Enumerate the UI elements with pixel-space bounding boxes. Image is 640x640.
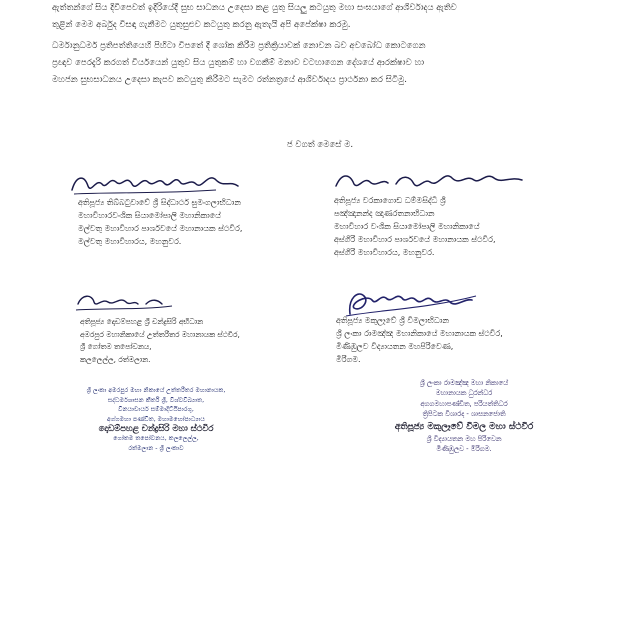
stamp-line: ත්‍රිපිටක විශාරද - ශාසනජොති: [422, 410, 506, 419]
closing-line: ජ වගත් මෙසේ ම.: [286, 140, 354, 150]
signature-bottom-left: [72, 290, 182, 314]
signature-top-right: [330, 166, 530, 194]
body-line: ධර්මානුධර්ම ප්‍රතිපත්තියෙහි පිහිටා විපතේ දී ශෝක කිරීම ප්‍රතික්‍රියාවක් නොවන බව අවබෝධ කොටගෙන: [52, 41, 426, 51]
signatory-line: මල්වතු මහාවිහාර පාර්ශවයේ මහානායක ස්ථවිර,: [78, 224, 243, 233]
stamp-line: ගෝතම තපෝවනය, කලලෙල්ල,: [113, 434, 199, 442]
body-paragraph-2: [52, 38, 588, 89]
signatory-line: අමරපුර මහානිකායේ උත්තරීතර මහානායක ස්ථවිර,: [80, 329, 240, 339]
stamp-line: රත්මලාන - ශ්‍රී ලංකාව: [128, 444, 184, 452]
signatory-top-left: [78, 196, 242, 248]
body-line: මහජන සුභසාධනය උදෙසා කැපව කටයුතු කිරීමට සැමට රත්නත්‍රයේ ආශිර්වාදය ප්‍රාර්ථනා කර සිටිමු.: [52, 75, 407, 85]
signatory-line: මල්වතු මහාවිහාරය, මහනුවර.: [78, 237, 182, 246]
stamp-line: ශ්‍රී ලංකා අමරපුර මහා නිකායේ උත්තරීතර මහානායක,: [86, 387, 226, 394]
signatory-line: අස්ගිරි මහාවිහාර පාර්ශවයේ මහානායක ස්ථවිර,: [334, 235, 496, 244]
signatory-bottom-right: [336, 314, 503, 366]
signatory-line: මිණිඹුලව විද්‍යායතන මහපිරිවෙණ,: [336, 342, 454, 351]
signatory-line: ශ්‍රී ලංකා රාමඤ්ඤ මහානිකායේ මහානායක ස්ථවිර,: [336, 329, 503, 338]
stamp-line: සද්ධර්මශාසන කීර්ති ශ්‍රී, විශ්වවිඛ්‍යාත,: [107, 396, 205, 404]
stamp-line: ශ්‍රී විද්‍යායතන මහ පිරිවෙන: [426, 434, 502, 443]
body-line: තුළින් මෙම අර්බුද විසඳා ගැනීමට යුතුසුළුව කටයුතු කරනු ඇතැයි අපි අපේක්ෂා කරමු.: [52, 20, 351, 30]
signatory-line: ශ්‍රී ගෝතම තපෝවනය,: [80, 342, 152, 351]
signatory-line: අතිපූජ්‍ය දොඩම්පහළ ශ්‍රී චන්ද්‍රසිරි අභිධාන: [80, 317, 204, 326]
stamp-line: මිණිඹුලව - මීරිගම.: [436, 445, 492, 454]
signatory-line: අතිපූජ්‍ය තිබ්බටුවාවේ ශ්‍රී සිද්ධාර්ථ සුමංගලාභිධාන: [78, 198, 241, 207]
signatory-line: අස්ගිරි මහාවිහාරය, මහනුවර.: [334, 248, 435, 257]
body-paragraph-1: [52, 0, 588, 34]
body-line: ප්‍රඥාව පෙරදැරි කරගත් වීර්යයෙන් යුතුව සිය යුතුකම් හා වගකීම් මනාව වටහාගෙන දේශයේ ආරක්ෂාව හා: [52, 58, 425, 68]
rubber-stamp-right: [344, 378, 584, 454]
stamp-line: අගගමහාපණ්ඩිත, පරියත්තිධර: [420, 399, 508, 408]
signatory-line: කලලෙල්ල, රත්මලාන.: [80, 354, 151, 364]
signatory-bottom-left: [80, 316, 240, 366]
signatory-line: මීරිගම.: [336, 355, 361, 364]
signatory-line: මහාවිහාරවංශික සියාමෝපාලි මහානිකායේ: [78, 211, 221, 220]
stamp-line: අග්ගමහා පණ්ඩිත, මහාමහෝපාධ්‍යාය: [107, 415, 205, 423]
stamp-name-line: අතිපූජ්‍ය මකුලෑවේ විමල මහා ස්ථවිර: [394, 421, 534, 432]
signature-top-left: [66, 168, 246, 198]
body-line: ඇත්තන්ගේ සිය දිවිපෙවත් ඉදිරියේදී සුභ සාධනය උදෙසා කළ යුතු සියලු කටයුතු මහා සංඝයාගේ ආශිර්වාදය ඇතිව: [52, 3, 457, 13]
stamp-line: විනයාචාර්ය සම්මාදිට්ඨිපාරගු,: [118, 406, 194, 414]
signatory-line: අතිපූජ්‍ය වරකාගොඩ ධම්මසිද්ධි ශ්‍රී: [334, 196, 446, 205]
signatory-line: අතිපූජ්‍ය මකුලෑවේ ශ්‍රී විමලාභිධාන: [336, 316, 449, 325]
stamp-line: මහානායක ධුරන්ධර: [435, 389, 493, 398]
rubber-stamp-left: [56, 386, 256, 453]
stamp-name-line: දොඩම්පහළ චන්ද්‍රසිරි මහා ස්ථවිර: [98, 423, 214, 434]
signatory-line: මහාවිහාර වංශික සියාමෝපාලි මහානිකායේ: [334, 222, 480, 231]
signatory-top-right: [334, 194, 496, 259]
signatory-line: පඤ්ඤානන්ද ඤාණරතනාභිධාන: [334, 209, 435, 218]
stamp-line: ශ්‍රී ලංකා රාමඤ්ඤ මහා නිකායේ: [419, 379, 509, 387]
